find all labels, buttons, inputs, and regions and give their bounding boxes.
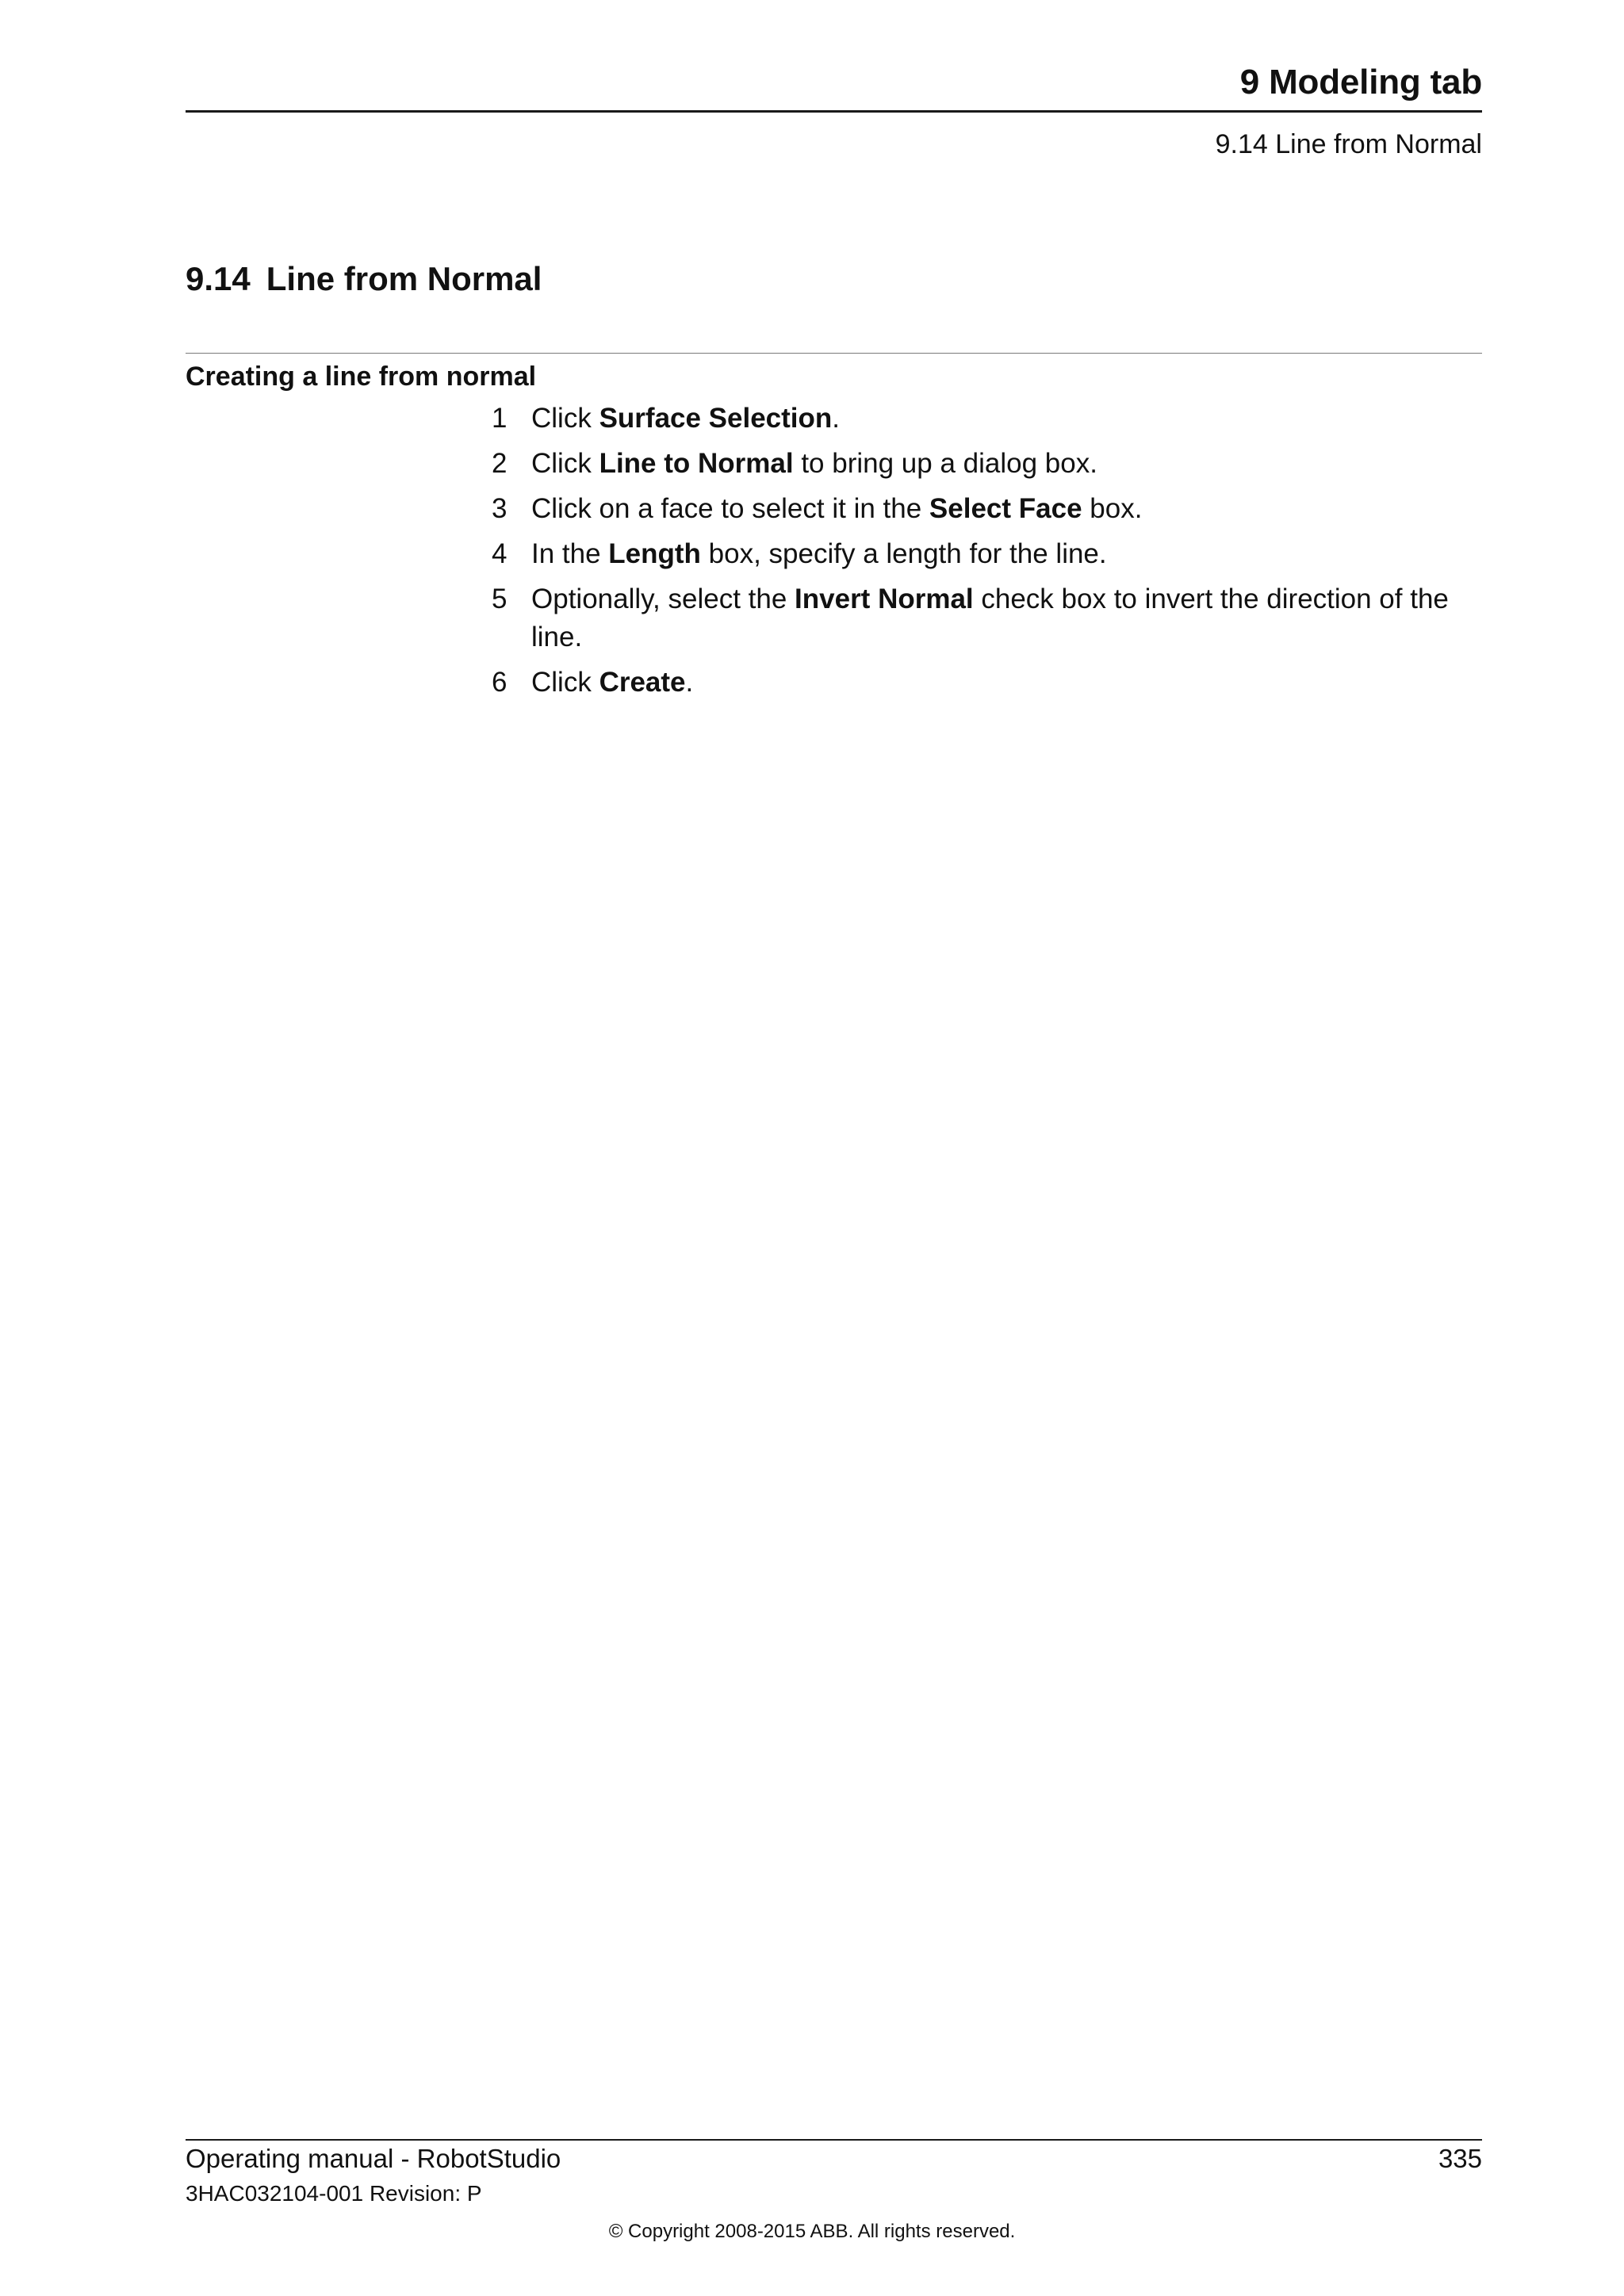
footer-document-id: 3HAC032104-001 Revision: P [186, 2181, 482, 2206]
step-item [492, 664, 1482, 702]
step-item [492, 535, 1482, 573]
section-title-text: Line from Normal [266, 260, 542, 297]
step-ui-term: Create [599, 667, 686, 698]
step-number: 5 [492, 584, 508, 614]
header-divider [186, 110, 1482, 113]
step-text-run: box, specify a length for the line. [700, 538, 1107, 569]
step-text [531, 538, 1107, 569]
step-number: 6 [492, 667, 508, 698]
subsection-heading: Creating a line from normal [186, 362, 537, 392]
step-item [492, 445, 1482, 483]
footer-page-number: 335 [1438, 2144, 1482, 2173]
steps-list [492, 400, 1482, 709]
step-number: 2 [492, 448, 508, 479]
step-text-run: Click [531, 448, 599, 479]
step-number: 1 [492, 403, 508, 434]
step-ui-term: Length [608, 538, 701, 569]
step-ui-term: Line to Normal [599, 448, 794, 479]
step-text-run: . [832, 403, 841, 434]
step-item [492, 400, 1482, 438]
step-text-run: to bring up a dialog box. [793, 448, 1097, 479]
step-text [531, 584, 1449, 652]
step-text [531, 403, 840, 434]
step-text-run: box. [1082, 493, 1143, 524]
step-item [492, 490, 1482, 528]
step-text-run: Click [531, 403, 599, 434]
step-text-run: . [685, 667, 694, 698]
footer-copyright: © Copyright 2008-2015 ABB. All rights reserved. [608, 2221, 1016, 2242]
step-text-run: In the [531, 538, 609, 569]
step-text [531, 493, 1142, 524]
step-ui-term: Invert Normal [795, 584, 974, 614]
step-item [492, 580, 1482, 656]
step-ui-term: Select Face [929, 493, 1082, 524]
section-number: 9.14 [186, 260, 251, 297]
step-text-run: Click [531, 667, 599, 698]
step-text-run: Click on a face to select it in the [531, 493, 929, 524]
step-text [531, 667, 693, 698]
step-text-run: check box to invert the direction of the line. [531, 584, 1449, 652]
section-title [186, 262, 542, 296]
step-text-run: Optionally, select the [531, 584, 795, 614]
step-number: 4 [492, 538, 508, 569]
step-number: 3 [492, 493, 508, 524]
running-header-chapter: 9 Modeling tab [1239, 63, 1482, 101]
footer-manual-title: Operating manual - RobotStudio [186, 2144, 561, 2173]
step-text [531, 448, 1097, 479]
running-header-section: 9.14 Line from Normal [1215, 129, 1482, 159]
subsection-divider [186, 353, 1482, 354]
footer-divider [186, 2139, 1482, 2141]
step-ui-term: Surface Selection [599, 403, 833, 434]
